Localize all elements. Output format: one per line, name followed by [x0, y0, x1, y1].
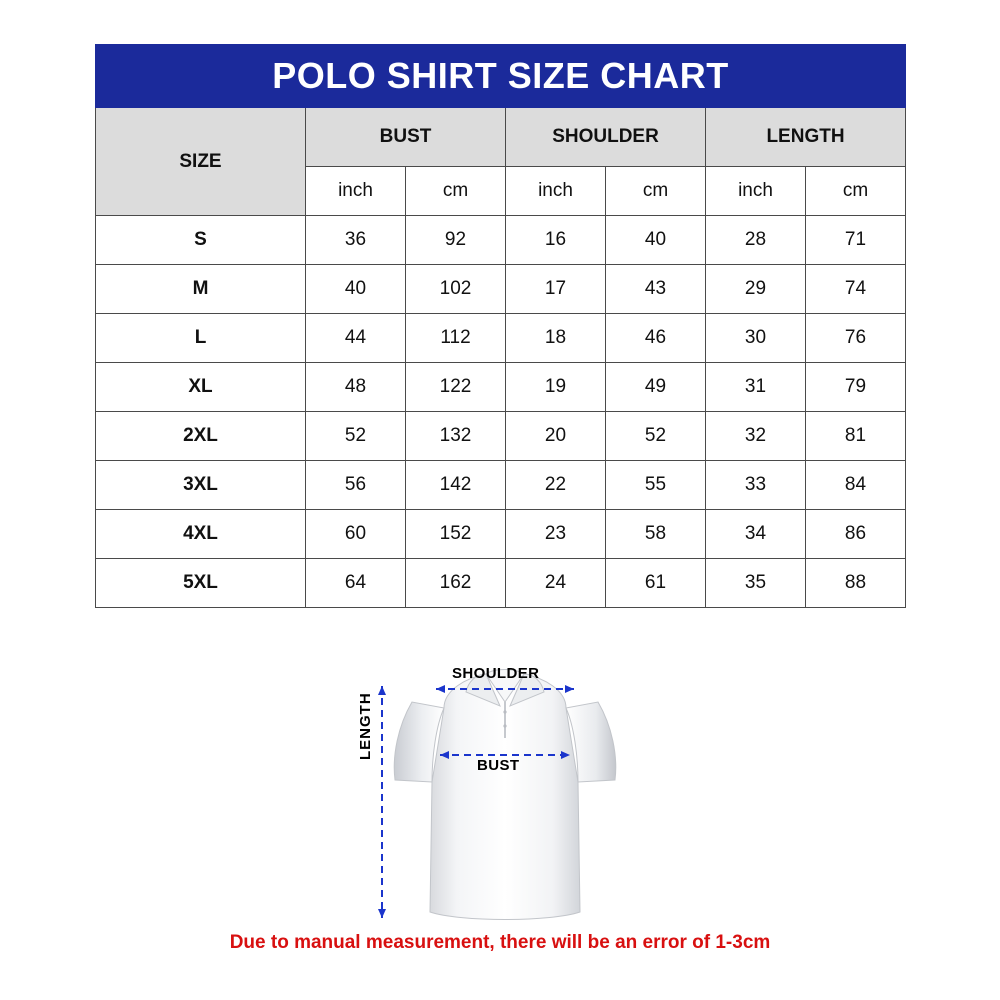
cell-shoulder-inch: 19: [506, 363, 606, 412]
cell-length-cm: 74: [806, 265, 906, 314]
cell-bust-cm: 112: [406, 314, 506, 363]
cell-shoulder-cm: 43: [606, 265, 706, 314]
cell-shoulder-cm: 46: [606, 314, 706, 363]
cell-size: 3XL: [96, 461, 306, 510]
cell-length-cm: 81: [806, 412, 906, 461]
cell-shoulder-cm: 40: [606, 216, 706, 265]
cell-size: 4XL: [96, 510, 306, 559]
cell-length-cm: 79: [806, 363, 906, 412]
cell-bust-inch: 48: [306, 363, 406, 412]
unit-bust-cm: cm: [406, 167, 506, 216]
cell-length-cm: 84: [806, 461, 906, 510]
cell-size: S: [96, 216, 306, 265]
length-label: LENGTH: [357, 692, 374, 760]
unit-length-cm: cm: [806, 167, 906, 216]
cell-length-inch: 33: [706, 461, 806, 510]
cell-length-cm: 76: [806, 314, 906, 363]
cell-shoulder-inch: 18: [506, 314, 606, 363]
cell-length-inch: 28: [706, 216, 806, 265]
cell-bust-inch: 56: [306, 461, 406, 510]
column-header-size: SIZE: [96, 108, 306, 216]
cell-length-inch: 35: [706, 559, 806, 608]
bust-label: BUST: [477, 757, 520, 774]
unit-bust-inch: inch: [306, 167, 406, 216]
cell-size: M: [96, 265, 306, 314]
length-measure-line: [378, 686, 386, 918]
column-header-bust: BUST: [306, 108, 506, 167]
cell-bust-inch: 64: [306, 559, 406, 608]
cell-bust-cm: 142: [406, 461, 506, 510]
cell-length-inch: 32: [706, 412, 806, 461]
cell-bust-inch: 44: [306, 314, 406, 363]
measurement-note: Due to manual measurement, there will be an error of 1-3cm: [229, 932, 771, 953]
table-row: [96, 265, 906, 314]
cell-length-cm: 71: [806, 216, 906, 265]
cell-shoulder-inch: 23: [506, 510, 606, 559]
cell-length-cm: 86: [806, 510, 906, 559]
table-row: [96, 510, 906, 559]
table-row: [96, 314, 906, 363]
cell-shoulder-cm: 52: [606, 412, 706, 461]
cell-size: L: [96, 314, 306, 363]
cell-bust-cm: 122: [406, 363, 506, 412]
cell-bust-cm: 102: [406, 265, 506, 314]
table-row: [96, 461, 906, 510]
cell-bust-cm: 92: [406, 216, 506, 265]
table-row: [96, 363, 906, 412]
cell-size: 2XL: [96, 412, 306, 461]
cell-shoulder-inch: 24: [506, 559, 606, 608]
cell-shoulder-inch: 16: [506, 216, 606, 265]
shirt-illustration: [394, 670, 616, 920]
shoulder-label: SHOULDER: [452, 665, 540, 682]
column-header-shoulder: SHOULDER: [506, 108, 706, 167]
cell-size: 5XL: [96, 559, 306, 608]
cell-bust-inch: 52: [306, 412, 406, 461]
cell-shoulder-inch: 22: [506, 461, 606, 510]
cell-bust-cm: 162: [406, 559, 506, 608]
column-header-length: LENGTH: [706, 108, 906, 167]
cell-bust-inch: 40: [306, 265, 406, 314]
page-title: POLO SHIRT SIZE CHART: [96, 45, 906, 108]
cell-shoulder-cm: 55: [606, 461, 706, 510]
size-chart-table: [95, 44, 906, 608]
table-row: [96, 559, 906, 608]
cell-shoulder-inch: 17: [506, 265, 606, 314]
cell-length-inch: 29: [706, 265, 806, 314]
unit-shoulder-cm: cm: [606, 167, 706, 216]
cell-size: XL: [96, 363, 306, 412]
cell-shoulder-cm: 61: [606, 559, 706, 608]
cell-shoulder-cm: 58: [606, 510, 706, 559]
cell-length-inch: 34: [706, 510, 806, 559]
cell-shoulder-cm: 49: [606, 363, 706, 412]
table-row: [96, 412, 906, 461]
cell-bust-inch: 36: [306, 216, 406, 265]
cell-bust-cm: 152: [406, 510, 506, 559]
title-row: [96, 45, 906, 108]
cell-bust-cm: 132: [406, 412, 506, 461]
cell-length-inch: 30: [706, 314, 806, 363]
group-header-row: [96, 108, 906, 167]
unit-length-inch: inch: [706, 167, 806, 216]
cell-length-cm: 88: [806, 559, 906, 608]
cell-shoulder-inch: 20: [506, 412, 606, 461]
cell-length-inch: 31: [706, 363, 806, 412]
cell-bust-inch: 60: [306, 510, 406, 559]
size-chart-container: [95, 44, 905, 608]
unit-shoulder-inch: inch: [506, 167, 606, 216]
table-row: [96, 216, 906, 265]
